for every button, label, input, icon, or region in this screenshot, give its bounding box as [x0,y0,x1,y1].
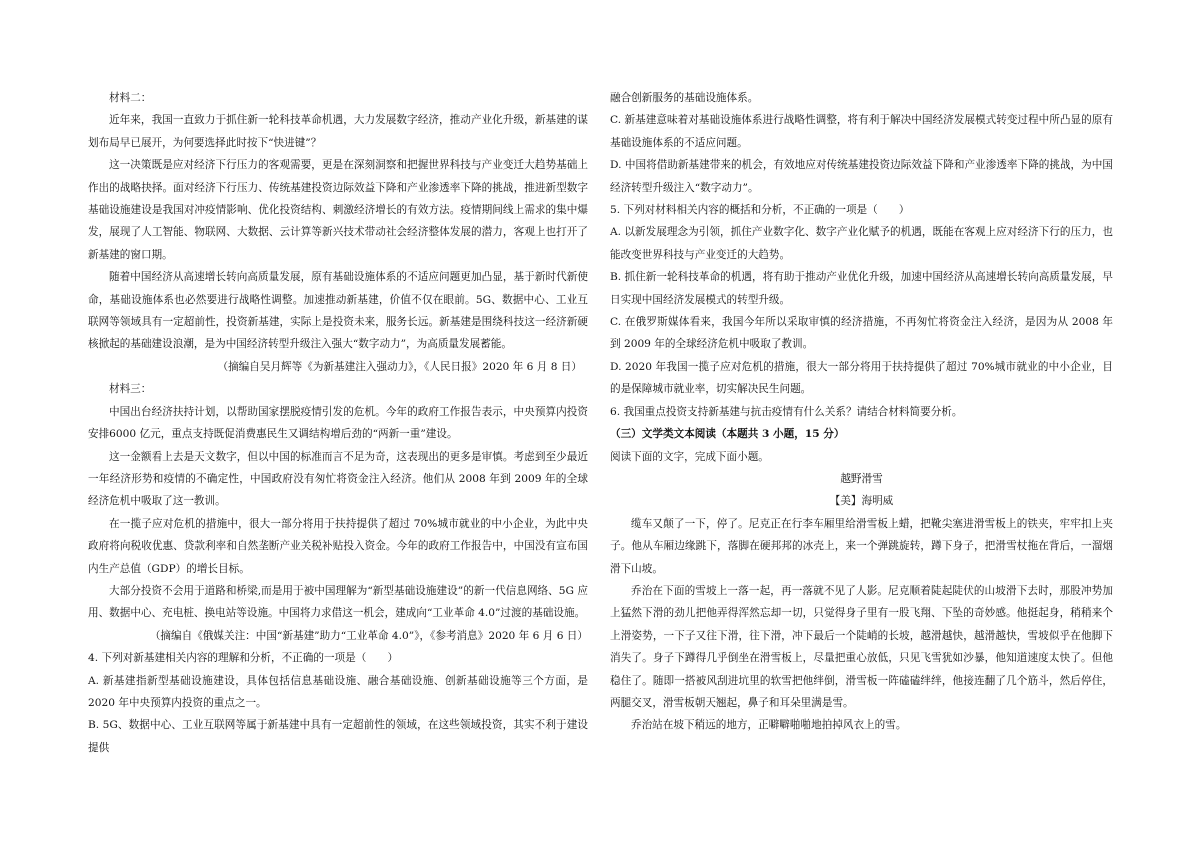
right-paragraph: 6. 我国重点投资支持新基建与抗击疫情有什么关系？请结合材料简要分析。 [610,405,963,418]
right-paragraph: D. 中国将借助新基建带来的机会，有效地应对传统基建投资边际效益下降和产业渗透率下降的挑战，为中国经济转型升级注入“数字动力”。 [610,159,1113,194]
left-paragraph: 近年来，我国一直致力于抓住新一轮科技革命机遇，大力发展数字经济，推动产业化升级，新基建的谋划布局早已展开，为何要选择此时按下“快进键”？ [88,114,588,149]
left-paragraph: 这一决策既是应对经济下行压力的客观需要，更是在深刻洞察和把握世界科技与产业变迁大趋势基础上作出的战略抉择。面对经济下行压力、传统基建投资边际效益下降和产业渗透率下降的挑战，推进新型数字基础设施建设是我国对冲疫情影响、优化投资结构、刺激经济增长的有效方法。疫情期间线上需求的集中爆发，展现了人工智能、物联网、大数据、云计算等新兴技术带动社会经济整体发展的潜力，客观上也打开了新基建的窗口期。 [88,159,588,261]
left-paragraph: 4. 下列对新基建相关内容的理解和分析，不正确的一项是（ ） [88,652,399,665]
right-paragraph: 融合创新服务的基础设施体系。 [610,92,759,104]
right-paragraph: 缆车又颠了一下，停了。尼克正在行李车厢里给滑雪板上蜡，把靴尖塞进滑雪板上的铁夹，牢牢扣上夹子。他从车厢边缘跳下，落脚在硬邦邦的冰壳上，来一个弹跳旋转，蹲下身子，把滑雪杖拖在背后，一溜烟滑下山坡。 [610,517,1113,575]
left-paragraph: （摘编自吴月辉等《为新基建注入强动力》，《人民日报》2020 年 6 月 8 日） [217,360,582,373]
left-paragraph: 材料三： [109,383,152,396]
left-paragraph: 在一揽子应对危机的措施中，很大一部分将用于扶持提供了超过 70%城市就业的中小企业，为此中央政府将向税收优惠、贷款利率和自然垄断产业关税补贴投入资金。今年的政府工作报告中，中国没有宣布国内生产总值（GDP）的增长目标。 [88,517,588,575]
left-paragraph: 中国出台经济扶持计划，以帮助国家摆脱疫情引发的危机。今年的政府工作报告表示，中央预算内投资安排6000 亿元，重点支持既促消费惠民生又调结构增后劲的“两新一重”建设。 [88,405,588,441]
right-paragraph: 【美】海明威 [829,495,894,508]
left-paragraph: A. 新基建指新型基础设施建设，具体包括信息基础设施、融合基础设施、创新基础设施等三个方面，是 2020 年中央预算内投资的重点之一。 [88,674,588,709]
left-paragraph: 材料二： [109,92,152,104]
right-paragraph: 乔治站在坡下稍远的地方，正噼噼啪啪地拍掉风衣上的雪。 [631,719,907,732]
right-column [610,87,1113,737]
left-paragraph: 这一金额看上去是天文数字，但以中国的标准而言不足为奇，这表现出的更多是审慎。考虑到至少最近一年经济形势和疫情的不确定性，中国政府没有匆忙将资金注入经济。他们从 2008 年到 2009 年的全球经济危机中吸取了这一教训。 [88,450,588,508]
left-paragraph: 随着中国经济从高速增长转向高质量发展，原有基础设施体系的不适应问题更加凸显，基于新时代新使命，基础设施体系也必然要进行战略性调整。加速推动新基建，价值不仅在眼前。5G、数据中心、工业互联网等领域具有一定超前性，投资新基建，实际上是投资未来，服务长远。新基建是围绕科技这一经济新硬核掀起的基础建设浪潮，是为中国经济转型升级注入强大“数字动力”，为高质量发展蓄能。 [88,271,588,351]
left-column [88,87,588,759]
right-paragraph: 5. 下列对材料相关内容的概括和分析，不正确的一项是（ ） [610,204,910,217]
right-paragraph: （三）文学类文本阅读（本题共 3 小题，15 分） [610,428,845,441]
right-paragraph: 越野滑雪 [840,472,883,485]
right-paragraph: 阅读下面的文字，完成下面小题。 [610,450,769,463]
left-paragraph: （摘编自《俄媒关注：中国“新基建”助力“工业革命 4.0”》，《参考消息》2020 年 6 月 6 日） [149,629,588,642]
right-paragraph: B. 抓住新一轮科技革命的机遇，将有助于推动产业优化升级，加速中国经济从高速增长转向高质量发展，早日实现中国经济发展模式的转型升级。 [610,271,1114,306]
right-paragraph: A. 以新发展理念为引领，抓住产业数字化、数字产业化赋予的机遇，既能在客观上应对经济下行的压力，也能改变世界科技与产业变迁的大趋势。 [610,226,1113,261]
left-paragraph: 大部分投资不会用于道路和桥梁,而是用于被中国理解为“新型基础设施建设”的新一代信息网络、5G 应用、数据中心、充电桩、换电站等设施。中国将力求借这一机会，建成向“工业革命 4.0”过渡的基础设施。 [88,584,588,620]
right-paragraph: C. 在俄罗斯媒体看来，我国今年所以采取审慎的经济措施，不再匆忙将资金注入经济，是因为从 2008 年到 2009 年的全球经济危机中吸取了教训。 [610,316,1113,351]
right-paragraph: 乔治在下面的雪坡上一落一起，再一落就不见了人影。尼克顺着陡起陡伏的山坡滑下去时，那股冲势加上猛然下滑的劲儿把他弄得浑然忘却一切，只觉得身子里有一股飞翔、下坠的奇妙感。他挺起身，稍稍来个上滑姿势，一下子又往下滑，往下滑，冲下最后一个陡峭的长坡，越滑越快，越滑越快，雪坡似乎在他脚下消失了。身子下蹲得几乎倒坐在滑雪板上，尽量把重心放低，只见飞雪犹如沙暴，他知道速度太快了。但他稳住了。随即一搭被风刮进坑里的软雪把他绊倒，滑雪板一阵磕磕绊绊，他接连翻了几个筋斗，然后停住，两腿交叉，滑雪板朝天翘起，鼻子和耳朵里满是雪。 [610,584,1113,709]
left-paragraph: B. 5G、数据中心、工业互联网等属于新基建中具有一定超前性的领域，在这些领域投资，其实不利于建设提供 [88,719,588,754]
right-paragraph: C. 新基建意味着对基础设施体系进行战略性调整，将有利于解决中国经济发展模式转变过程中所凸显的原有基础设施体系的不适应问题。 [610,114,1113,149]
right-paragraph: D. 2020 年我国一揽子应对危机的措施，很大一部分将用于扶持提供了超过 70%城市就业的中小企业，目的是保障城市就业率，切实解决民生问题。 [610,360,1113,396]
